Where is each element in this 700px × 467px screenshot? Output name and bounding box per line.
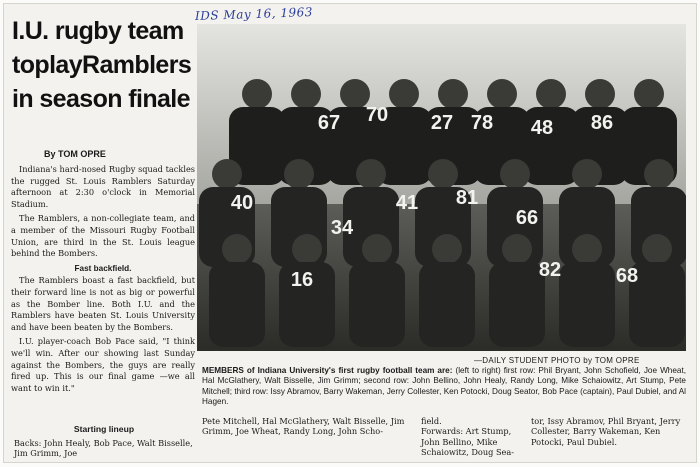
jersey-number: 16 xyxy=(290,269,314,291)
player-head xyxy=(284,159,314,189)
jersey-number: 66 xyxy=(515,207,539,229)
jersey-number: 82 xyxy=(538,259,562,281)
jersey-number: 40 xyxy=(230,192,254,214)
byline: By TOM OPRE xyxy=(44,149,106,159)
lineup-column-3: field. Forwards: Art Stump, John Bellino, Mike Schaiowitz, Doug Sea- xyxy=(421,416,515,458)
player-body xyxy=(419,262,475,347)
player-body xyxy=(209,262,265,347)
article-subhead: Fast backfield. xyxy=(74,263,132,273)
caption-text: (left to right) first row: Phil Bryant, John Schofield, Joe Wheat, Hal McGlathery, Walt Bisselle, Jim Grimm; second row: John Bellino, John Healy, Randy Long, Mike Schaiowitz, Art Stump, Pete Mitchell; third row: Issy Abramov, Barry Wakeman, Jerry Collester, Ken Potocki, Doug Seator, Bob Pace (captain), Paul Dubiel, and Al Hagen. xyxy=(202,366,687,407)
player-head xyxy=(242,79,272,109)
lineup-heading: Starting lineup xyxy=(73,424,135,434)
player-head xyxy=(222,234,252,264)
player-head xyxy=(642,234,672,264)
player-body xyxy=(559,262,615,347)
article-paragraph: The Ramblers, a non-collegiate team, and a member of the Missouri Rugby Football Union, are third in the St. Louis league behind the Bombers. xyxy=(11,213,195,259)
player-body xyxy=(349,262,405,347)
lineup-column-1: Pete Mitchell, Hal McGlathery, Walt Bisselle, Jim Grimm, Joe Wheat, Randy Long, John Scho- xyxy=(202,416,405,437)
player-head xyxy=(572,159,602,189)
article-paragraph: Indiana's hard-nosed Rugby squad tackles the rugged St. Louis Ramblers Saturday afternoon at 2:30 o'clock in Memorial Stadium. xyxy=(11,164,195,209)
headline: I.U. rugby team toplayRamblers in season finale xyxy=(12,17,192,113)
player-head xyxy=(487,79,517,109)
jersey-number: 68 xyxy=(615,265,639,287)
caption-lead: MEMBERS of Indiana University's first rugby football team are: xyxy=(202,366,453,375)
player-head xyxy=(389,79,419,109)
player-head xyxy=(428,159,458,189)
newspaper-clipping xyxy=(3,3,697,463)
jersey-number: 41 xyxy=(395,192,419,214)
jersey-number: 78 xyxy=(470,112,494,134)
player-head xyxy=(536,79,566,109)
player-head xyxy=(292,234,322,264)
player-head xyxy=(362,234,392,264)
player-head xyxy=(438,79,468,109)
player-head xyxy=(572,234,602,264)
jersey-number: 27 xyxy=(430,112,454,134)
player-head xyxy=(212,159,242,189)
team-photo xyxy=(197,24,686,351)
player-head xyxy=(500,159,530,189)
article-paragraph: The Ramblers boast a fast backfield, but their forward line is not as big or powerful as the Bomber line. Both I.U. and the Ramblers have beaten St. Louis University and have been beaten by the Bombers. xyxy=(11,275,195,332)
lineup-backs: Backs: John Healy, Bob Pace, Walt Bisselle, Jim Grimm, Joe xyxy=(14,438,193,459)
player-head xyxy=(644,159,674,189)
photo-credit: —DAILY STUDENT PHOTO by TOM OPRE xyxy=(474,356,640,365)
player-head xyxy=(356,159,386,189)
article-body xyxy=(11,164,195,397)
player-head xyxy=(585,79,615,109)
player-body xyxy=(489,262,545,347)
jersey-number: 70 xyxy=(365,104,389,126)
player-head xyxy=(634,79,664,109)
player-head xyxy=(432,234,462,264)
handwritten-date-note: IDS May 16, 1963 xyxy=(194,4,314,24)
jersey-number: 48 xyxy=(530,117,554,139)
team-photo-illustration xyxy=(197,24,686,351)
jersey-number: 34 xyxy=(330,217,354,239)
jersey-number: 81 xyxy=(455,187,479,209)
jersey-number: 86 xyxy=(590,112,614,134)
photo-caption xyxy=(202,366,686,408)
player-head xyxy=(502,234,532,264)
jersey-number: 67 xyxy=(317,112,341,134)
player-head xyxy=(291,79,321,109)
lineup-column-4: tor, Issy Abramov, Phil Bryant, Jerry Collester, Barry Wakeman, Ken Potocki, Paul Dubiel. xyxy=(531,416,681,447)
article-paragraph: I.U. player-coach Bob Pace said, "I think we'll win. After our showing last Sunday against the Bombers, the guys are really fired up. This is our final game —we all want to win it." xyxy=(11,336,195,393)
